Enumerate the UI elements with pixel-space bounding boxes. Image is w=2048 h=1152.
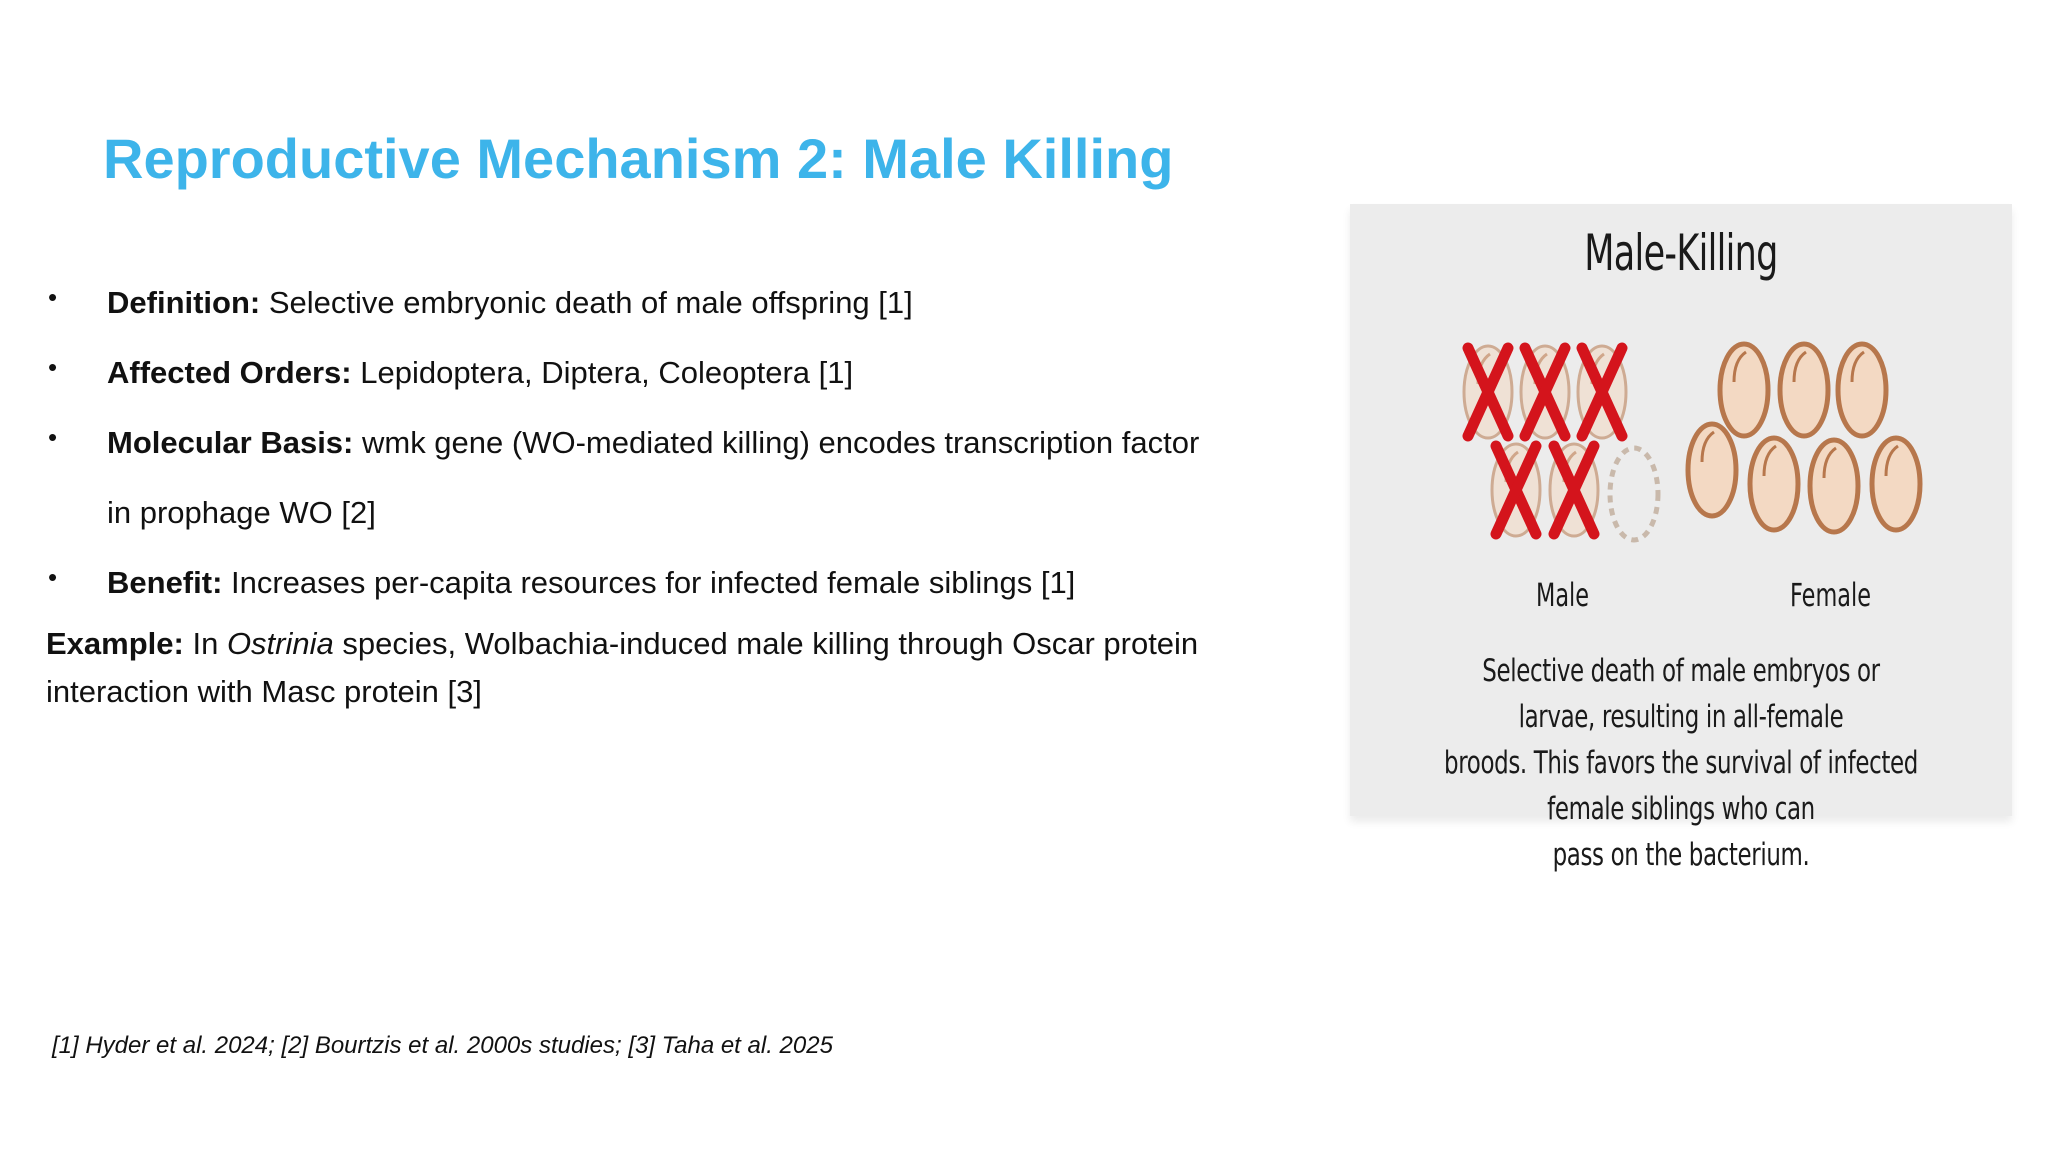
example-paragraph xyxy=(46,620,1346,716)
figure-caption xyxy=(1442,648,1920,878)
bullet-molecular-basis xyxy=(44,408,1344,548)
bullet-marker: • xyxy=(48,352,58,382)
example-species: Ostrinia xyxy=(226,626,334,661)
example-text-post: species, Wolbachia-induced male killing through Oscar protein interaction with Masc protein [3] xyxy=(46,626,1199,709)
bullet-marker: • xyxy=(48,562,58,592)
bullet-label: Definition: xyxy=(107,285,261,320)
female-label: Female xyxy=(1790,576,1871,614)
bullet-affected-orders xyxy=(44,338,1344,408)
caption-line: Selective death of male embryos or larvae, resulting in all-female xyxy=(1482,653,1880,735)
bullet-text: wmk gene (WO-mediated killing) encodes transcription factor xyxy=(353,425,1200,460)
female-egg xyxy=(1810,440,1858,532)
slide-title: Reproductive Mechanism 2: Male Killing xyxy=(103,127,1174,190)
bullet-label: Molecular Basis: xyxy=(107,425,354,460)
female-egg xyxy=(1780,344,1828,436)
bullet-text: Selective embryonic death of male offspring [1] xyxy=(260,285,913,320)
caption-line: pass on the bacterium. xyxy=(1552,837,1810,873)
female-egg xyxy=(1872,438,1920,530)
bullet-label: Benefit: xyxy=(107,565,223,600)
female-egg xyxy=(1750,438,1798,530)
bullet-text: Increases per-capita resources for infected female siblings [1] xyxy=(222,565,1076,600)
figure-title: Male-Killing xyxy=(1584,224,1778,282)
bullet-label: Affected Orders: xyxy=(107,355,352,390)
references: [1] Hyder et al. 2024; [2] Bourtzis et al. 2000s studies; [3] Taha et al. 2025 xyxy=(52,1032,833,1059)
bullet-benefit xyxy=(44,548,1344,618)
bullet-definition xyxy=(44,268,1344,338)
female-egg xyxy=(1838,344,1886,436)
female-egg-group xyxy=(1688,344,1920,532)
male-egg-group xyxy=(1464,346,1658,540)
male-killing-figure xyxy=(1350,204,2012,873)
example-label: Example: xyxy=(46,626,184,661)
bullet-marker: • xyxy=(48,282,58,312)
female-egg xyxy=(1688,424,1736,516)
bullet-list xyxy=(44,268,1344,618)
male-egg-outline xyxy=(1610,448,1658,540)
example-text-pre: In xyxy=(183,626,227,661)
female-egg xyxy=(1720,344,1768,436)
male-label: Male xyxy=(1536,576,1590,614)
caption-line: broods. This favors the survival of infected female siblings who can xyxy=(1444,745,1918,827)
bullet-text-continued: in prophage WO [2] xyxy=(107,495,376,530)
bullet-text: Lepidoptera, Diptera, Coleoptera [1] xyxy=(351,355,854,390)
bullet-marker: • xyxy=(48,422,58,452)
